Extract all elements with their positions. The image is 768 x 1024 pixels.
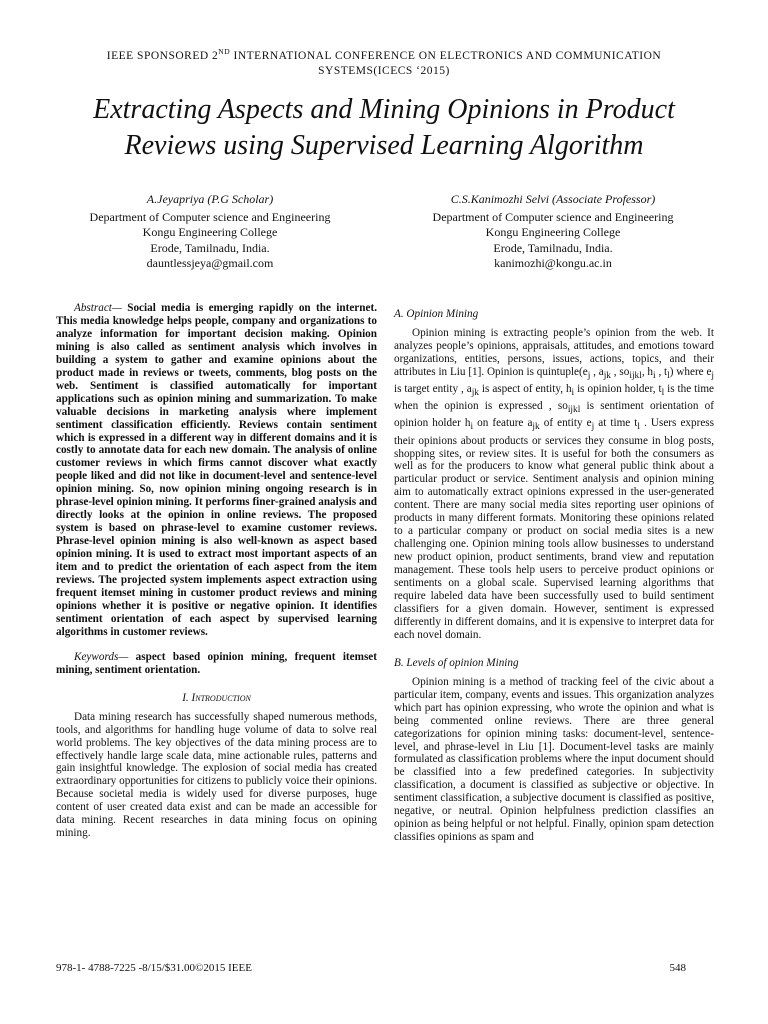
author-name: C.S.Kanimozhi Selvi (Associate Professor) <box>450 192 656 206</box>
author-college: Kongu Engineering College <box>142 225 278 240</box>
author-block-2 <box>388 192 718 271</box>
paper-title: Extracting Aspects and Mining Opinions in Product Reviews using Supervised Learning Algorithm <box>93 94 675 161</box>
levels-paragraph: Opinion mining is a method of tracking feel of the civic about a particular item, company, events and issues. This organization analyzes which part has opinion expressing, who wrote the opinion and what is being commented online reviews. There are three general categorizations for opinion mining tasks: document-level, sentence-level, and phrase-level in Liu [1]. Document-level tasks are mainly formulated as classification problems where the input document should be classified into a few predefined categories. In subjectivity classification, a document is classified as subjective or objective. In sentiment classification, a subjective document is classified as positive, negative, or neutral. Opinion helpfulness prediction classifies an opinion as being helpful or not helpful. Finally, opinion spam detection classifies opinions as spam and <box>394 675 714 844</box>
author-email: dauntlessjeya@gmail.com <box>146 255 274 270</box>
conference-line-1: IEEE SPONSORED 2ND INTERNATIONAL CONFERENCE ON ELECTRONICS AND COMMUNICATION <box>106 47 662 62</box>
left-column <box>56 302 377 840</box>
author-email: kanimozhi@kongu.ac.in <box>494 255 612 270</box>
right-column <box>394 302 714 844</box>
section-heading-levels: B. Levels of opinion Mining <box>394 656 519 669</box>
author-department: Department of Computer science and Engineering <box>89 210 331 225</box>
conference-line-2: SYSTEMS(ICECS ‘2015) <box>318 64 450 77</box>
author-city: Erode, Tamilnadu, India. <box>493 240 613 255</box>
author-name: A.Jeyapriya (P.G Scholar) <box>146 192 274 206</box>
introduction-paragraph: Data mining research has successfully shaped numerous methods, tools, and algorithms for handling huge volume of data to solve real world problems. The key objectives of the data mining process are to effectively handle large scale data, mine actionable rules, patterns and gain insightful knowledge. The explosion of social media has created extraordinary opportunities for citizens to publicly voice their opinions. Because societal media is widely used for diverse purposes, huge content of user created data exist and can be made an accessible for data mining. Recent researches in data mining focus on opining mining. <box>56 710 377 840</box>
author-block-1 <box>45 192 375 271</box>
footer-copyright: 978-1- 4788-7225 -8/15/$31.00©2015 IEEE <box>56 962 252 974</box>
author-city: Erode, Tamilnadu, India. <box>150 240 270 255</box>
abstract: Abstract— Social media is emerging rapidly on the internet. This media knowledge helps people, company and organizations to analyze information for important decision making. Opinion mining is also called as sentiment analysis which involves in building a system to gather and examine opinions about the product made in reviews or tweets, comments, blog posts on the web. Sentiment is classified automatically for important applications such as opinion mining and summarization. To make valuable decisions in marketing analysis where implement sentiment classification efficiently. Reviews contain sentiment which is expressed in a different way in different domains and it is costly to annotate data for each new domain. The analysis of online customer reviews in which firms cannot discover what exactly people liked and did not like in document-level and sentence-level opinion mining. So, now opinion mining ongoing research is in phrase-level opinion mining. It performs finer-grained analysis and directly looks at the opinion in online reviews. The proposed system is based on phrase-level to examine customer reviews. Phrase-level opinion mining is also well-known as aspect based opinion mining. It is used to extract most important aspects of an item and to predict the orientation of each aspect from the item reviews. The projected system implements aspect extraction using frequent itemset mining in customer product reviews and mining opinions whether it is positive or negative opinion. It identifies sentiment orientation of each aspect by supervised learning algorithms in customer reviews. <box>56 302 377 638</box>
author-department: Department of Computer science and Engineering <box>432 210 674 225</box>
conference-header <box>40 44 728 79</box>
section-heading-introduction: I. Introduction <box>182 691 251 704</box>
opinion-mining-paragraph: Opinion mining is extracting people’s opinion from the web. It analyzes people’s opinions, appraisals, attitudes, and emotions toward organizations, entities, persons, issues, actions, topics, and their attributes in Liu [1]. Opinion is $quintuple(e_j$ , $a_{jk}$ , $so_{ijkl}$, $h_i$ , $t_l$) where $e_j$ is target entity , $a_{jk}$ is aspect of entity, $h_i$ is opinion holder, $t_l$ is the time when the opinion is expressed , $so_{ijkl}$ is sentiment orientation of opinion holder $h_i$ on feature $a_{jk}$ of entity $e_j$ at time $t_l$ . Users express their opinions about products or services they consume in blog posts, shopping sites, or review sites. It is useful for both the consumers as well as for the producers to know what general public think about a particular product or service. Sentiment analysis and opinion mining aim to automatically extract opinions expressed in the user-generated content. There are many social media sites reporting user opinions of products in many different formats. Monitoring these opinions related to a particular company or product on social media sites is a new challenging one. Opinion mining tools allow businesses to understand new product opinion, product sentiments, brand view and reputation management. These tools help users to perceive product opinions or sentiments on a global scale. Supervised learning algorithms that require labeled data have been successfully used to build sentiment classifiers for a given domain. However, sentiment is expressed differently in different domains, and it is expensive to interpret data for each novel domain. <box>394 326 715 641</box>
section-heading-opinion-mining: A. Opinion Mining <box>394 308 479 320</box>
page-number: 548 <box>669 962 686 974</box>
author-college: Kongu Engineering College <box>485 225 621 240</box>
keywords: Keywords— aspect based opinion mining, frequent itemset mining, sentiment orientation. <box>56 650 377 676</box>
